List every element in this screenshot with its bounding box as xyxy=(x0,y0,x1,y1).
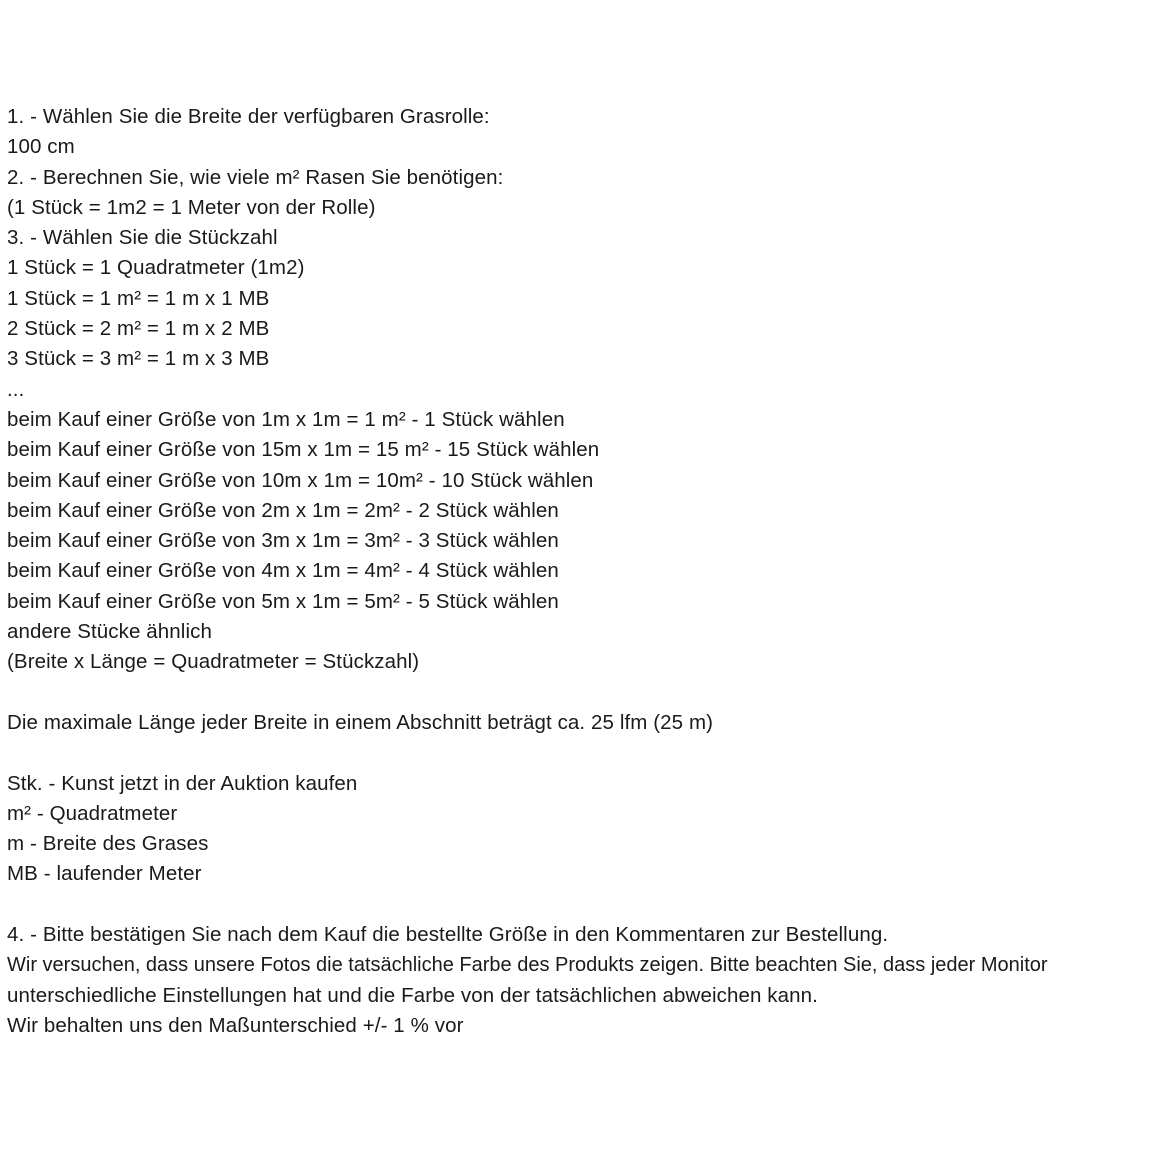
step3-line: 3 Stück = 3 m² = 1 m x 3 MB xyxy=(7,347,270,371)
step3-line: 2 Stück = 2 m² = 1 m x 2 MB xyxy=(7,317,270,341)
step3-line: 1 Stück = 1 m² = 1 m x 1 MB xyxy=(7,286,270,310)
max-length-note: Die maximale Länge jeder Breite in einem Abschnitt beträgt ca. 25 lfm (25 m) xyxy=(7,710,714,734)
step2-note: (1 Stück = 1m2 = 1 Meter von der Rolle) xyxy=(7,195,376,219)
step3-line: 1 Stück = 1 Quadratmeter (1m2) xyxy=(7,256,305,280)
size-example: beim Kauf einer Größe von 4m x 1m = 4m² - 4 Stück wählen xyxy=(7,559,559,583)
tolerance-note: Wir behalten uns den Maßunterschied +/- 1 % vor xyxy=(7,1013,464,1037)
legend-item: MB - laufender Meter xyxy=(7,862,202,886)
formula-note: (Breite x Länge = Quadratmeter = Stückzahl) xyxy=(7,650,420,674)
instructions-document xyxy=(7,102,1176,1041)
spacer xyxy=(7,738,1176,768)
size-example: beim Kauf einer Größe von 10m x 1m = 10m² - 10 Stück wählen xyxy=(7,468,594,492)
step1-width-value: 100 cm xyxy=(7,135,75,159)
size-example: beim Kauf einer Größe von 3m x 1m = 3m² - 3 Stück wählen xyxy=(7,529,559,553)
color-note-line-2: unterschiedliche Einstellungen hat und die Farbe von der tatsächlichen abweichen kann. xyxy=(7,983,818,1007)
legend-item: m² - Quadratmeter xyxy=(7,801,178,825)
legend-item: m - Breite des Grases xyxy=(7,832,209,856)
spacer xyxy=(7,890,1176,920)
legend-item: Stk. - Kunst jetzt in der Auktion kaufen xyxy=(7,771,358,795)
size-example: beim Kauf einer Größe von 15m x 1m = 15 m² - 15 Stück wählen xyxy=(7,438,600,462)
size-example: beim Kauf einer Größe von 1m x 1m = 1 m² - 1 Stück wählen xyxy=(7,407,565,431)
step4-heading: 4. - Bitte bestätigen Sie nach dem Kauf die bestellte Größe in den Kommentaren zur Bestellung. xyxy=(7,923,889,947)
size-example: beim Kauf einer Größe von 5m x 1m = 5m² - 5 Stück wählen xyxy=(7,589,559,613)
step3-ellipsis: ... xyxy=(7,377,25,401)
step1-heading: 1. - Wählen Sie die Breite der verfügbaren Grasrolle: xyxy=(7,105,490,128)
spacer xyxy=(7,678,1176,708)
size-example: beim Kauf einer Größe von 2m x 1m = 2m² - 2 Stück wählen xyxy=(7,498,559,522)
color-note-line-1: Wir versuchen, dass unsere Fotos die tatsächliche Farbe des Produkts zeigen. Bitte beachten Sie, dass jeder Monitor xyxy=(7,954,1048,977)
step2-heading: 2. - Berechnen Sie, wie viele m² Rasen Sie benötigen: xyxy=(7,165,504,189)
step3-heading: 3. - Wählen Sie die Stückzahl xyxy=(7,226,278,250)
other-pieces-note: andere Stücke ähnlich xyxy=(7,620,212,644)
